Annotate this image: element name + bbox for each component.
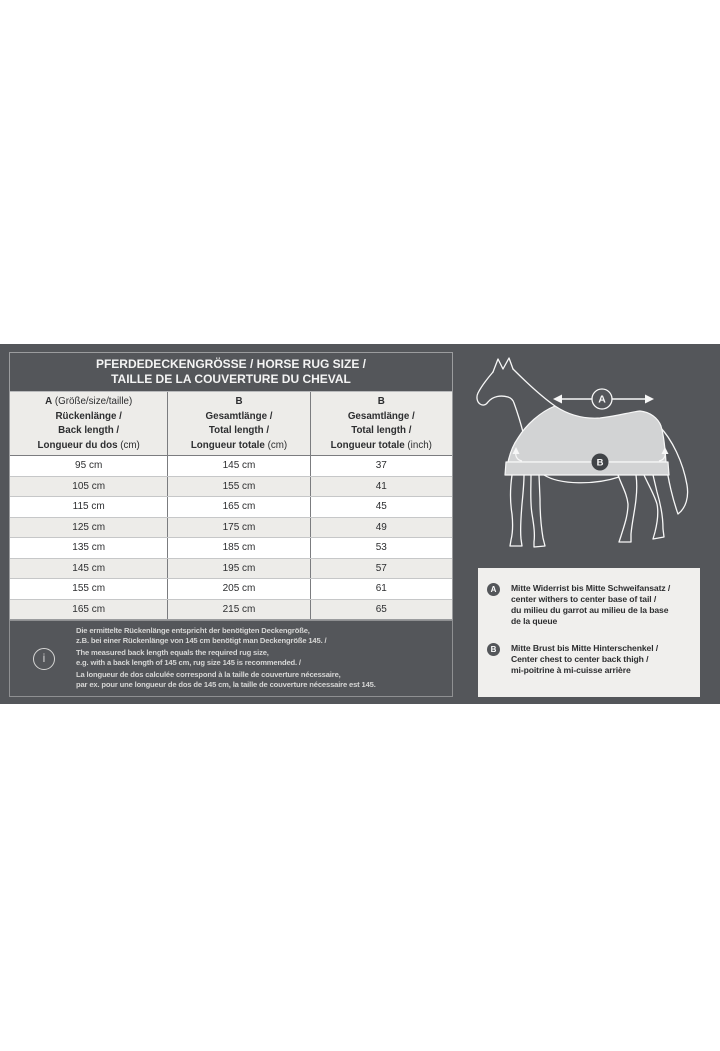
horse-neck-back-line <box>513 369 555 406</box>
horse-front-leg-far <box>531 475 545 547</box>
legend-a-line3: du milieu du garrot au milieu de la base <box>511 605 669 615</box>
table-row <box>10 476 452 497</box>
horse-rug-body <box>508 406 666 462</box>
col2-unit: (cm) <box>264 439 288 451</box>
col2-label-en: Total length / <box>208 425 270 436</box>
table-row <box>10 517 452 538</box>
note-paragraph-en <box>76 648 446 667</box>
horse-hind-leg-near <box>618 475 637 542</box>
note-en-line2: e.g. with a back length of 145 cm, rug size 145 is recommended. / <box>76 657 301 667</box>
col3-letter: B <box>377 396 385 407</box>
cell-total-inch: 49 <box>310 518 452 538</box>
legend-marker-a: A <box>487 583 500 596</box>
cell-back-length: 115 cm <box>72 501 105 513</box>
table-header-row <box>10 392 452 456</box>
legend-item-a <box>487 583 692 627</box>
cell-back-length: 165 cm <box>72 603 106 615</box>
note-de-line2: z.B. bei einer Rückenlänge von 145 cm benötigt man Deckengröße 145. / <box>76 635 327 645</box>
cell-back-length: 95 cm <box>75 460 103 472</box>
note-en-line1: The measured back length equals the required rug size, <box>76 648 269 658</box>
legend-b-line1: Mitte Brust bis Mitte Hinterschenkel / <box>511 643 659 653</box>
legend-a-line4: de la queue <box>511 616 558 626</box>
table-title-line2: TAILLE DE LA COUVERTURE DU CHEVAL <box>111 372 351 386</box>
col2-letter: B <box>235 396 243 407</box>
legend-text-b <box>511 643 658 676</box>
measurement-legend <box>478 568 700 697</box>
horse-front-leg-near <box>510 475 524 546</box>
cell-back-length: 155 cm <box>72 583 106 595</box>
table-row <box>10 496 452 517</box>
note-de-line1: Die ermittelte Rückenlänge entspricht der benötigten Deckengröße, <box>76 626 310 635</box>
col1-label-de: Rückenlänge / <box>55 410 122 422</box>
cell-total-cm: 145 cm <box>167 456 309 476</box>
table-title <box>10 353 452 392</box>
note-paragraph-de <box>76 626 446 645</box>
b-marker-label: B <box>596 457 604 469</box>
cell-back-length: 125 cm <box>72 521 106 533</box>
col1-letter-note: (Größe/size/taille) <box>52 396 133 407</box>
column-header-total-length-cm <box>167 392 309 455</box>
horse-illustration <box>460 344 720 564</box>
measurement-marker-b <box>592 454 609 471</box>
cell-total-cm: 205 cm <box>167 579 309 599</box>
table-row <box>10 599 452 620</box>
cell-total-cm: 215 cm <box>167 600 309 620</box>
a-marker-label: A <box>598 393 606 406</box>
legend-b-line2: Center chest to center back thigh / <box>511 654 649 664</box>
table-row <box>10 558 452 579</box>
legend-item-b <box>487 643 692 676</box>
info-icon: i <box>33 648 55 670</box>
cell-total-cm: 185 cm <box>167 538 309 558</box>
table-row <box>10 456 452 476</box>
cell-total-cm: 155 cm <box>167 477 309 497</box>
col3-label-en: Total length / <box>351 425 412 436</box>
note-paragraph-fr <box>76 670 446 689</box>
col2-label-de: Gesamtlänge / <box>205 410 273 422</box>
legend-b-line3: mi-poitrine à mi-cuisse arrière <box>511 665 631 675</box>
cell-total-inch: 41 <box>310 477 452 497</box>
horse-hind-leg-far <box>644 475 664 539</box>
cell-total-cm: 165 cm <box>167 497 309 517</box>
cell-total-inch: 45 <box>310 497 452 517</box>
note-fr-line1: La longueur de dos calculée correspond à la taille de couverture nécessaire, <box>76 670 341 680</box>
table-row <box>10 578 452 599</box>
legend-marker-b: B <box>487 643 500 656</box>
legend-a-line2: center withers to center base of tail / <box>511 594 657 604</box>
cell-total-cm: 195 cm <box>167 559 309 579</box>
cell-total-inch: 37 <box>310 456 452 476</box>
horse-rug-size-table <box>9 352 453 620</box>
note-fr-line2: par ex. pour une longueur de dos de 145 cm, la taille de couverture nécessaire est 145. <box>76 679 376 689</box>
horse-measurement-diagram <box>460 344 720 564</box>
legend-a-line1: Mitte Widerrist bis Mitte Schweifansatz / <box>511 583 671 593</box>
col3-label-de: Gesamtlänge / <box>347 410 415 422</box>
col1-unit: (cm) <box>117 439 140 451</box>
measurement-note-box <box>9 620 453 697</box>
horse-belly-line <box>544 475 619 483</box>
horse-head-outline <box>477 372 524 436</box>
legend-text-a <box>511 583 670 627</box>
cell-total-inch: 61 <box>310 579 452 599</box>
cell-back-length: 145 cm <box>72 562 106 574</box>
col1-label-en: Back length / <box>58 425 120 436</box>
cell-back-length: 135 cm <box>72 542 106 554</box>
col2-label-fr: Longueur totale <box>190 439 265 451</box>
horse-ears <box>493 358 513 372</box>
cell-total-inch: 57 <box>310 559 452 579</box>
table-title-line1: PFERDEDECKENGRÖSSE / HORSE RUG SIZE / <box>95 357 367 371</box>
cell-total-inch: 53 <box>310 538 452 558</box>
measurement-arrow-a <box>553 389 654 409</box>
note-text <box>76 626 446 693</box>
cell-total-cm: 175 cm <box>167 518 309 538</box>
col3-unit: (inch) <box>404 439 432 451</box>
cell-back-length: 105 cm <box>72 480 106 492</box>
table-row <box>10 537 452 558</box>
column-header-total-length-inch <box>310 392 452 455</box>
horse-rug-band <box>505 462 669 475</box>
table-body <box>10 456 452 619</box>
col3-label-fr: Longueur totale <box>330 439 405 451</box>
column-header-back-length <box>10 392 167 455</box>
col1-letter: A <box>45 396 53 407</box>
cell-total-inch: 65 <box>310 600 452 620</box>
col1-label-fr: Longueur du dos <box>37 439 118 451</box>
